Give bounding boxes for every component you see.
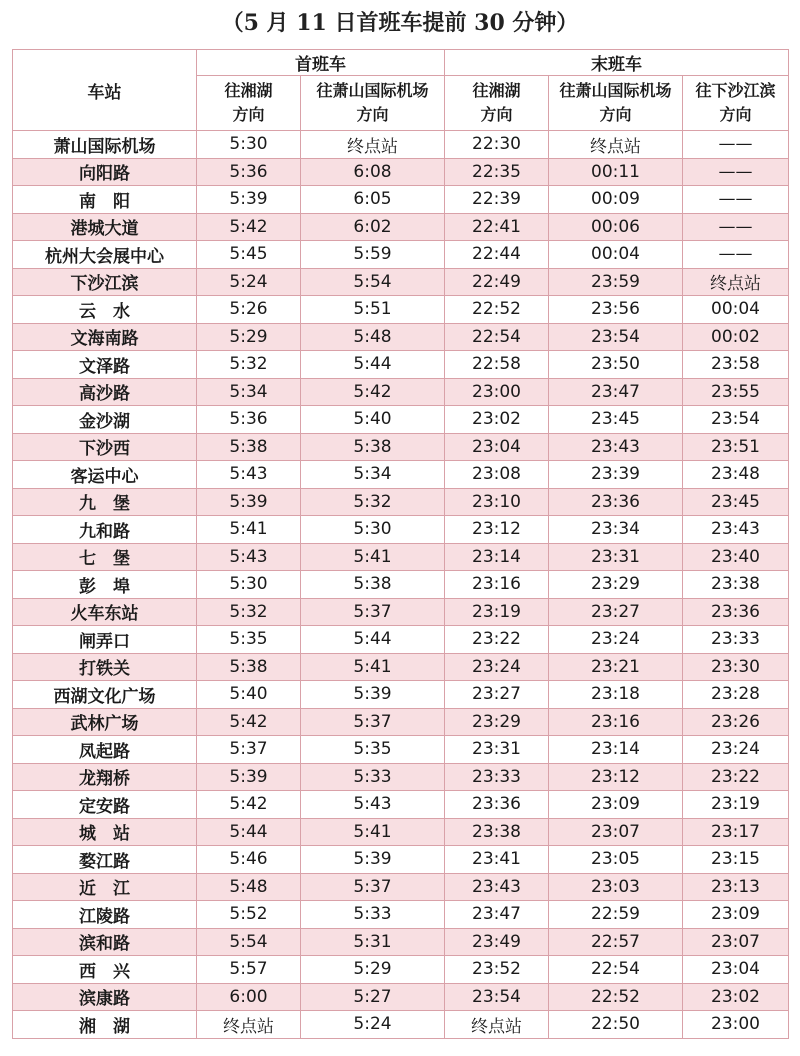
header-first-to-xianghu: 往湘湖 方向 xyxy=(197,76,301,131)
header-station: 车站 xyxy=(13,50,197,131)
last-to-airport-cell: 23:54 xyxy=(549,323,683,351)
first-to-xianghu-cell: 5:34 xyxy=(197,378,301,406)
last-to-xiasha-cell: 23:19 xyxy=(683,791,789,819)
station-cell: 滨和路 xyxy=(13,928,197,956)
last-to-xiasha-cell: 终点站 xyxy=(683,268,789,296)
last-to-airport-cell: 23:39 xyxy=(549,461,683,489)
table-row xyxy=(13,818,789,846)
last-to-airport-cell: 23:16 xyxy=(549,708,683,736)
station-cell: 武林广场 xyxy=(13,708,197,736)
table-row xyxy=(13,763,789,791)
last-to-xiasha-cell: —— xyxy=(683,131,789,159)
first-to-xianghu-cell: 5:24 xyxy=(197,268,301,296)
first-to-airport-cell: 5:41 xyxy=(301,818,445,846)
station-cell: 杭州大会展中心 xyxy=(13,241,197,269)
last-to-xiasha-cell: 23:55 xyxy=(683,378,789,406)
last-to-xiasha-cell: 23:04 xyxy=(683,956,789,984)
first-to-xianghu-cell: 5:32 xyxy=(197,598,301,626)
first-to-airport-cell: 5:44 xyxy=(301,351,445,379)
last-to-xiasha-cell: 23:54 xyxy=(683,406,789,434)
first-to-airport-cell: 5:37 xyxy=(301,708,445,736)
last-to-airport-cell: 23:34 xyxy=(549,516,683,544)
header-first-train: 首班车 xyxy=(197,50,445,76)
station-cell: 文海南路 xyxy=(13,323,197,351)
last-to-airport-cell: 23:50 xyxy=(549,351,683,379)
station-cell: 龙翔桥 xyxy=(13,763,197,791)
table-row xyxy=(13,158,789,186)
last-to-xianghu-cell: 23:41 xyxy=(445,846,549,874)
last-to-airport-cell: 23:31 xyxy=(549,543,683,571)
first-to-xianghu-cell: 5:36 xyxy=(197,158,301,186)
first-to-xianghu-cell: 5:32 xyxy=(197,351,301,379)
last-to-xianghu-cell: 22:54 xyxy=(445,323,549,351)
last-to-airport-cell: 00:11 xyxy=(549,158,683,186)
first-to-airport-cell: 5:39 xyxy=(301,681,445,709)
last-to-airport-cell: 22:54 xyxy=(549,956,683,984)
last-to-airport-cell: 23:07 xyxy=(549,818,683,846)
last-to-airport-cell: 23:27 xyxy=(549,598,683,626)
last-to-xianghu-cell: 23:47 xyxy=(445,901,549,929)
last-to-xianghu-cell: 22:49 xyxy=(445,268,549,296)
table-row xyxy=(13,901,789,929)
last-to-airport-cell: 23:24 xyxy=(549,626,683,654)
station-cell: 火车东站 xyxy=(13,598,197,626)
table-row xyxy=(13,736,789,764)
first-to-airport-cell: 5:48 xyxy=(301,323,445,351)
table-row xyxy=(13,791,789,819)
last-to-airport-cell: 00:09 xyxy=(549,186,683,214)
station-cell: 向阳路 xyxy=(13,158,197,186)
last-to-xiasha-cell: —— xyxy=(683,158,789,186)
last-to-xiasha-cell: 23:02 xyxy=(683,983,789,1011)
first-to-xianghu-cell: 终点站 xyxy=(197,1011,301,1039)
last-to-xianghu-cell: 22:30 xyxy=(445,131,549,159)
table-row xyxy=(13,928,789,956)
timetable xyxy=(12,49,789,1039)
last-to-xianghu-cell: 22:39 xyxy=(445,186,549,214)
table-row xyxy=(13,323,789,351)
last-to-xianghu-cell: 23:16 xyxy=(445,571,549,599)
first-to-airport-cell: 5:43 xyxy=(301,791,445,819)
table-row xyxy=(13,681,789,709)
last-to-airport-cell: 00:06 xyxy=(549,213,683,241)
first-to-airport-cell: 5:30 xyxy=(301,516,445,544)
station-cell: 城 站 xyxy=(13,818,197,846)
first-to-xianghu-cell: 5:36 xyxy=(197,406,301,434)
table-row xyxy=(13,543,789,571)
first-to-airport-cell: 6:05 xyxy=(301,186,445,214)
first-to-xianghu-cell: 5:39 xyxy=(197,763,301,791)
station-cell: 定安路 xyxy=(13,791,197,819)
header-first-to-airport: 往萧山国际机场 方向 xyxy=(301,76,445,131)
last-to-airport-cell: 22:50 xyxy=(549,1011,683,1039)
first-to-xianghu-cell: 5:57 xyxy=(197,956,301,984)
first-to-xianghu-cell: 5:39 xyxy=(197,186,301,214)
station-cell: 婺江路 xyxy=(13,846,197,874)
header-last-to-xiasha: 往下沙江滨 方向 xyxy=(683,76,789,131)
last-to-xianghu-cell: 23:54 xyxy=(445,983,549,1011)
last-to-xianghu-cell: 23:43 xyxy=(445,873,549,901)
station-cell: 西 兴 xyxy=(13,956,197,984)
first-to-xianghu-cell: 5:45 xyxy=(197,241,301,269)
last-to-xianghu-cell: 23:12 xyxy=(445,516,549,544)
first-to-airport-cell: 5:29 xyxy=(301,956,445,984)
first-to-xianghu-cell: 5:38 xyxy=(197,433,301,461)
table-row xyxy=(13,956,789,984)
table-row xyxy=(13,131,789,159)
page-title: （5 月 11 日首班车提前 30 分钟） xyxy=(221,10,579,36)
station-cell: 凤起路 xyxy=(13,736,197,764)
first-to-xianghu-cell: 6:00 xyxy=(197,983,301,1011)
first-to-airport-cell: 5:33 xyxy=(301,901,445,929)
first-to-xianghu-cell: 5:39 xyxy=(197,488,301,516)
first-to-airport-cell: 5:37 xyxy=(301,598,445,626)
last-to-airport-cell: 23:21 xyxy=(549,653,683,681)
last-to-xiasha-cell: 23:07 xyxy=(683,928,789,956)
first-to-xianghu-cell: 5:30 xyxy=(197,131,301,159)
first-to-airport-cell: 5:33 xyxy=(301,763,445,791)
first-to-airport-cell: 5:42 xyxy=(301,378,445,406)
station-cell: 萧山国际机场 xyxy=(13,131,197,159)
last-to-airport-cell: 22:57 xyxy=(549,928,683,956)
last-to-xiasha-cell: 23:15 xyxy=(683,846,789,874)
first-to-airport-cell: 5:38 xyxy=(301,433,445,461)
last-to-airport-cell: 23:43 xyxy=(549,433,683,461)
first-to-xianghu-cell: 5:38 xyxy=(197,653,301,681)
last-to-airport-cell: 23:36 xyxy=(549,488,683,516)
last-to-xiasha-cell: 23:45 xyxy=(683,488,789,516)
station-cell: 港城大道 xyxy=(13,213,197,241)
last-to-xianghu-cell: 22:58 xyxy=(445,351,549,379)
last-to-xianghu-cell: 终点站 xyxy=(445,1011,549,1039)
last-to-xiasha-cell: 23:00 xyxy=(683,1011,789,1039)
station-cell: 下沙西 xyxy=(13,433,197,461)
first-to-airport-cell: 5:40 xyxy=(301,406,445,434)
header-last-train: 末班车 xyxy=(445,50,789,76)
table-row xyxy=(13,186,789,214)
first-to-xianghu-cell: 5:42 xyxy=(197,708,301,736)
first-to-airport-cell: 5:51 xyxy=(301,296,445,324)
last-to-xiasha-cell: 23:43 xyxy=(683,516,789,544)
last-to-airport-cell: 23:59 xyxy=(549,268,683,296)
first-to-xianghu-cell: 5:44 xyxy=(197,818,301,846)
table-row xyxy=(13,653,789,681)
last-to-xianghu-cell: 23:22 xyxy=(445,626,549,654)
station-cell: 九和路 xyxy=(13,516,197,544)
last-to-xianghu-cell: 23:38 xyxy=(445,818,549,846)
station-cell: 近 江 xyxy=(13,873,197,901)
last-to-xianghu-cell: 22:52 xyxy=(445,296,549,324)
last-to-xianghu-cell: 23:24 xyxy=(445,653,549,681)
first-to-xianghu-cell: 5:41 xyxy=(197,516,301,544)
table-row xyxy=(13,571,789,599)
station-cell: 客运中心 xyxy=(13,461,197,489)
first-to-xianghu-cell: 5:43 xyxy=(197,461,301,489)
first-to-xianghu-cell: 5:40 xyxy=(197,681,301,709)
last-to-xianghu-cell: 23:33 xyxy=(445,763,549,791)
station-cell: 西湖文化广场 xyxy=(13,681,197,709)
table-row xyxy=(13,268,789,296)
last-to-xiasha-cell: 23:17 xyxy=(683,818,789,846)
first-to-xianghu-cell: 5:48 xyxy=(197,873,301,901)
table-row xyxy=(13,213,789,241)
first-to-xianghu-cell: 5:30 xyxy=(197,571,301,599)
last-to-xianghu-cell: 22:41 xyxy=(445,213,549,241)
last-to-xiasha-cell: 23:13 xyxy=(683,873,789,901)
last-to-xiasha-cell: 23:58 xyxy=(683,351,789,379)
last-to-xiasha-cell: 23:33 xyxy=(683,626,789,654)
first-to-xianghu-cell: 5:46 xyxy=(197,846,301,874)
first-to-airport-cell: 6:02 xyxy=(301,213,445,241)
last-to-xianghu-cell: 23:02 xyxy=(445,406,549,434)
first-to-airport-cell: 6:08 xyxy=(301,158,445,186)
last-to-xiasha-cell: 23:51 xyxy=(683,433,789,461)
last-to-xiasha-cell: 23:26 xyxy=(683,708,789,736)
station-cell: 下沙江滨 xyxy=(13,268,197,296)
last-to-airport-cell: 23:18 xyxy=(549,681,683,709)
table-row xyxy=(13,873,789,901)
table-row xyxy=(13,1011,789,1039)
last-to-xiasha-cell: 23:30 xyxy=(683,653,789,681)
last-to-xiasha-cell: 23:09 xyxy=(683,901,789,929)
first-to-xianghu-cell: 5:42 xyxy=(197,791,301,819)
last-to-xiasha-cell: 23:48 xyxy=(683,461,789,489)
timetable-body xyxy=(13,131,789,1039)
last-to-xiasha-cell: 23:24 xyxy=(683,736,789,764)
table-row xyxy=(13,433,789,461)
last-to-xianghu-cell: 22:44 xyxy=(445,241,549,269)
last-to-airport-cell: 23:14 xyxy=(549,736,683,764)
last-to-xiasha-cell: 23:38 xyxy=(683,571,789,599)
first-to-airport-cell: 5:24 xyxy=(301,1011,445,1039)
station-cell: 九 堡 xyxy=(13,488,197,516)
last-to-airport-cell: 23:05 xyxy=(549,846,683,874)
station-cell: 湘 湖 xyxy=(13,1011,197,1039)
last-to-xianghu-cell: 23:08 xyxy=(445,461,549,489)
first-to-airport-cell: 5:38 xyxy=(301,571,445,599)
last-to-xiasha-cell: 00:02 xyxy=(683,323,789,351)
last-to-airport-cell: 22:52 xyxy=(549,983,683,1011)
station-cell: 闸弄口 xyxy=(13,626,197,654)
first-to-airport-cell: 5:39 xyxy=(301,846,445,874)
station-cell: 文泽路 xyxy=(13,351,197,379)
last-to-airport-cell: 23:56 xyxy=(549,296,683,324)
table-row xyxy=(13,488,789,516)
first-to-airport-cell: 5:59 xyxy=(301,241,445,269)
station-cell: 金沙湖 xyxy=(13,406,197,434)
table-row xyxy=(13,516,789,544)
table-row xyxy=(13,983,789,1011)
last-to-xianghu-cell: 23:04 xyxy=(445,433,549,461)
last-to-xiasha-cell: 00:04 xyxy=(683,296,789,324)
last-to-xianghu-cell: 23:14 xyxy=(445,543,549,571)
first-to-xianghu-cell: 5:26 xyxy=(197,296,301,324)
last-to-xianghu-cell: 23:52 xyxy=(445,956,549,984)
station-cell: 七 堡 xyxy=(13,543,197,571)
first-to-xianghu-cell: 5:54 xyxy=(197,928,301,956)
first-to-xianghu-cell: 5:37 xyxy=(197,736,301,764)
table-row xyxy=(13,241,789,269)
first-to-xianghu-cell: 5:42 xyxy=(197,213,301,241)
last-to-xiasha-cell: 23:36 xyxy=(683,598,789,626)
first-to-airport-cell: 5:44 xyxy=(301,626,445,654)
last-to-xiasha-cell: —— xyxy=(683,241,789,269)
first-to-xianghu-cell: 5:52 xyxy=(197,901,301,929)
last-to-airport-cell: 23:03 xyxy=(549,873,683,901)
last-to-xianghu-cell: 22:35 xyxy=(445,158,549,186)
table-row xyxy=(13,461,789,489)
first-to-airport-cell: 5:35 xyxy=(301,736,445,764)
first-to-airport-cell: 5:41 xyxy=(301,543,445,571)
station-cell: 滨康路 xyxy=(13,983,197,1011)
last-to-xianghu-cell: 23:29 xyxy=(445,708,549,736)
first-to-airport-cell: 终点站 xyxy=(301,131,445,159)
first-to-xianghu-cell: 5:35 xyxy=(197,626,301,654)
last-to-airport-cell: 00:04 xyxy=(549,241,683,269)
first-to-xianghu-cell: 5:43 xyxy=(197,543,301,571)
last-to-xianghu-cell: 23:49 xyxy=(445,928,549,956)
station-cell: 云 水 xyxy=(13,296,197,324)
station-cell: 高沙路 xyxy=(13,378,197,406)
last-to-airport-cell: 23:45 xyxy=(549,406,683,434)
header-last-to-xianghu: 往湘湖 方向 xyxy=(445,76,549,131)
last-to-xiasha-cell: 23:28 xyxy=(683,681,789,709)
last-to-xianghu-cell: 23:00 xyxy=(445,378,549,406)
first-to-airport-cell: 5:31 xyxy=(301,928,445,956)
table-row xyxy=(13,378,789,406)
first-to-airport-cell: 5:27 xyxy=(301,983,445,1011)
last-to-airport-cell: 23:29 xyxy=(549,571,683,599)
first-to-airport-cell: 5:32 xyxy=(301,488,445,516)
table-row xyxy=(13,351,789,379)
last-to-xianghu-cell: 23:10 xyxy=(445,488,549,516)
table-row xyxy=(13,296,789,324)
last-to-xiasha-cell: —— xyxy=(683,213,789,241)
first-to-airport-cell: 5:34 xyxy=(301,461,445,489)
last-to-xianghu-cell: 23:27 xyxy=(445,681,549,709)
last-to-airport-cell: 23:47 xyxy=(549,378,683,406)
first-to-airport-cell: 5:54 xyxy=(301,268,445,296)
last-to-xianghu-cell: 23:19 xyxy=(445,598,549,626)
table-row xyxy=(13,626,789,654)
header-last-to-airport: 往萧山国际机场 方向 xyxy=(549,76,683,131)
station-cell: 打铁关 xyxy=(13,653,197,681)
last-to-airport-cell: 23:12 xyxy=(549,763,683,791)
first-to-airport-cell: 5:37 xyxy=(301,873,445,901)
station-cell: 彭 埠 xyxy=(13,571,197,599)
last-to-xiasha-cell: 23:22 xyxy=(683,763,789,791)
table-row xyxy=(13,846,789,874)
last-to-airport-cell: 终点站 xyxy=(549,131,683,159)
last-to-xianghu-cell: 23:36 xyxy=(445,791,549,819)
table-row xyxy=(13,406,789,434)
last-to-xiasha-cell: —— xyxy=(683,186,789,214)
last-to-xianghu-cell: 23:31 xyxy=(445,736,549,764)
station-cell: 南 阳 xyxy=(13,186,197,214)
last-to-airport-cell: 23:09 xyxy=(549,791,683,819)
station-cell: 江陵路 xyxy=(13,901,197,929)
table-row xyxy=(13,708,789,736)
last-to-airport-cell: 22:59 xyxy=(549,901,683,929)
last-to-xiasha-cell: 23:40 xyxy=(683,543,789,571)
first-to-xianghu-cell: 5:29 xyxy=(197,323,301,351)
first-to-airport-cell: 5:41 xyxy=(301,653,445,681)
table-row xyxy=(13,598,789,626)
